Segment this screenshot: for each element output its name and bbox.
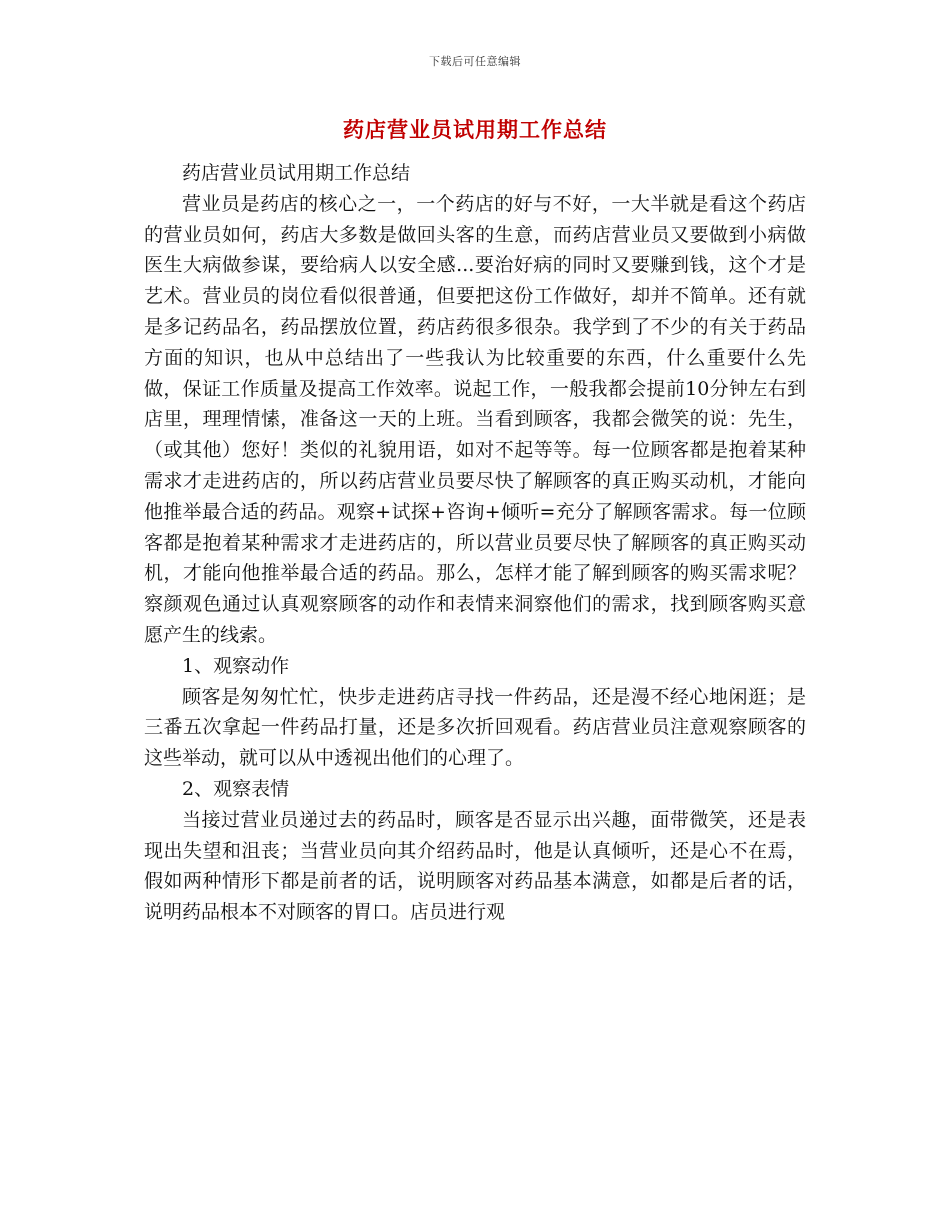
section-heading-observe-actions: 1、观察动作	[182, 654, 290, 677]
intro-paragraph: 营业员是药店的核心之一，一个药店的好与不好，一大半就是看这个药店的营业员如何，药店大多数是做回头客的生意，而药店营业员又要做到小病做医生大病做参谋，要给病人以安全感...要治好病的同时又要赚到钱，这个才是艺术。营业员的岗位看似很普通，但要把这份工作做好，却并不简单。还有就是多记药品名，药品摆放位置，药店药很多很杂。我学到了不少的有关于药品方面的知识，也从中总结出了一些我认为比较重要的东西，什么重要什么先做，保证工作质量及提高工作效率。说起工作，一般我都会提前10分钟左右到店里，理理情愫，准备这一天的上班。当看到顾客，我都会微笑的说：先生，（或其他）您好！类似的礼貌用语，如对不起等等。每一位顾客都是抱着某种需求才走进药店的，所以药店营业员要尽快了解顾客的真正购买动机，才能向他推举最合适的药品。观察+试探+咨询+倾听=充分了解顾客需求。每一位顾客都是抱着某种需求才走进药店的，所以营业员要尽快了解顾客的真正购买动机，才能向他推举最合适的药品。那么，怎样才能了解到顾客的购买需求呢？察颜观色通过认真观察顾客的动作和表情来洞察他们的需求，找到顾客购买意愿产生的线索。	[144, 192, 806, 646]
document-body	[144, 158, 806, 928]
document-title: 药店营业员试用期工作总结	[343, 117, 607, 142]
observe-expressions-paragraph: 当接过营业员递过去的药品时，顾客是否显示出兴趣，面带微笑，还是表现出失望和沮丧；当营业员向其介绍药品时，他是认真倾听，还是心不在焉，假如两种情形下都是前者的话，说明顾客对药品基本满意，如都是后者的话，说明药品根本不对顾客的胃口。店员进行观	[144, 808, 806, 924]
observe-actions-paragraph: 顾客是匆匆忙忙，快步走进药店寻找一件药品，还是漫不经心地闲逛；是三番五次拿起一件药品打量，还是多次折回观看。药店营业员注意观察顾客的这些举动，就可以从中透视出他们的心理了。	[144, 685, 806, 770]
page-header: 下载后可任意编辑	[429, 55, 521, 68]
subtitle-paragraph: 药店营业员试用期工作总结	[182, 162, 411, 184]
section-heading-observe-expressions: 2、观察表情	[182, 777, 290, 800]
